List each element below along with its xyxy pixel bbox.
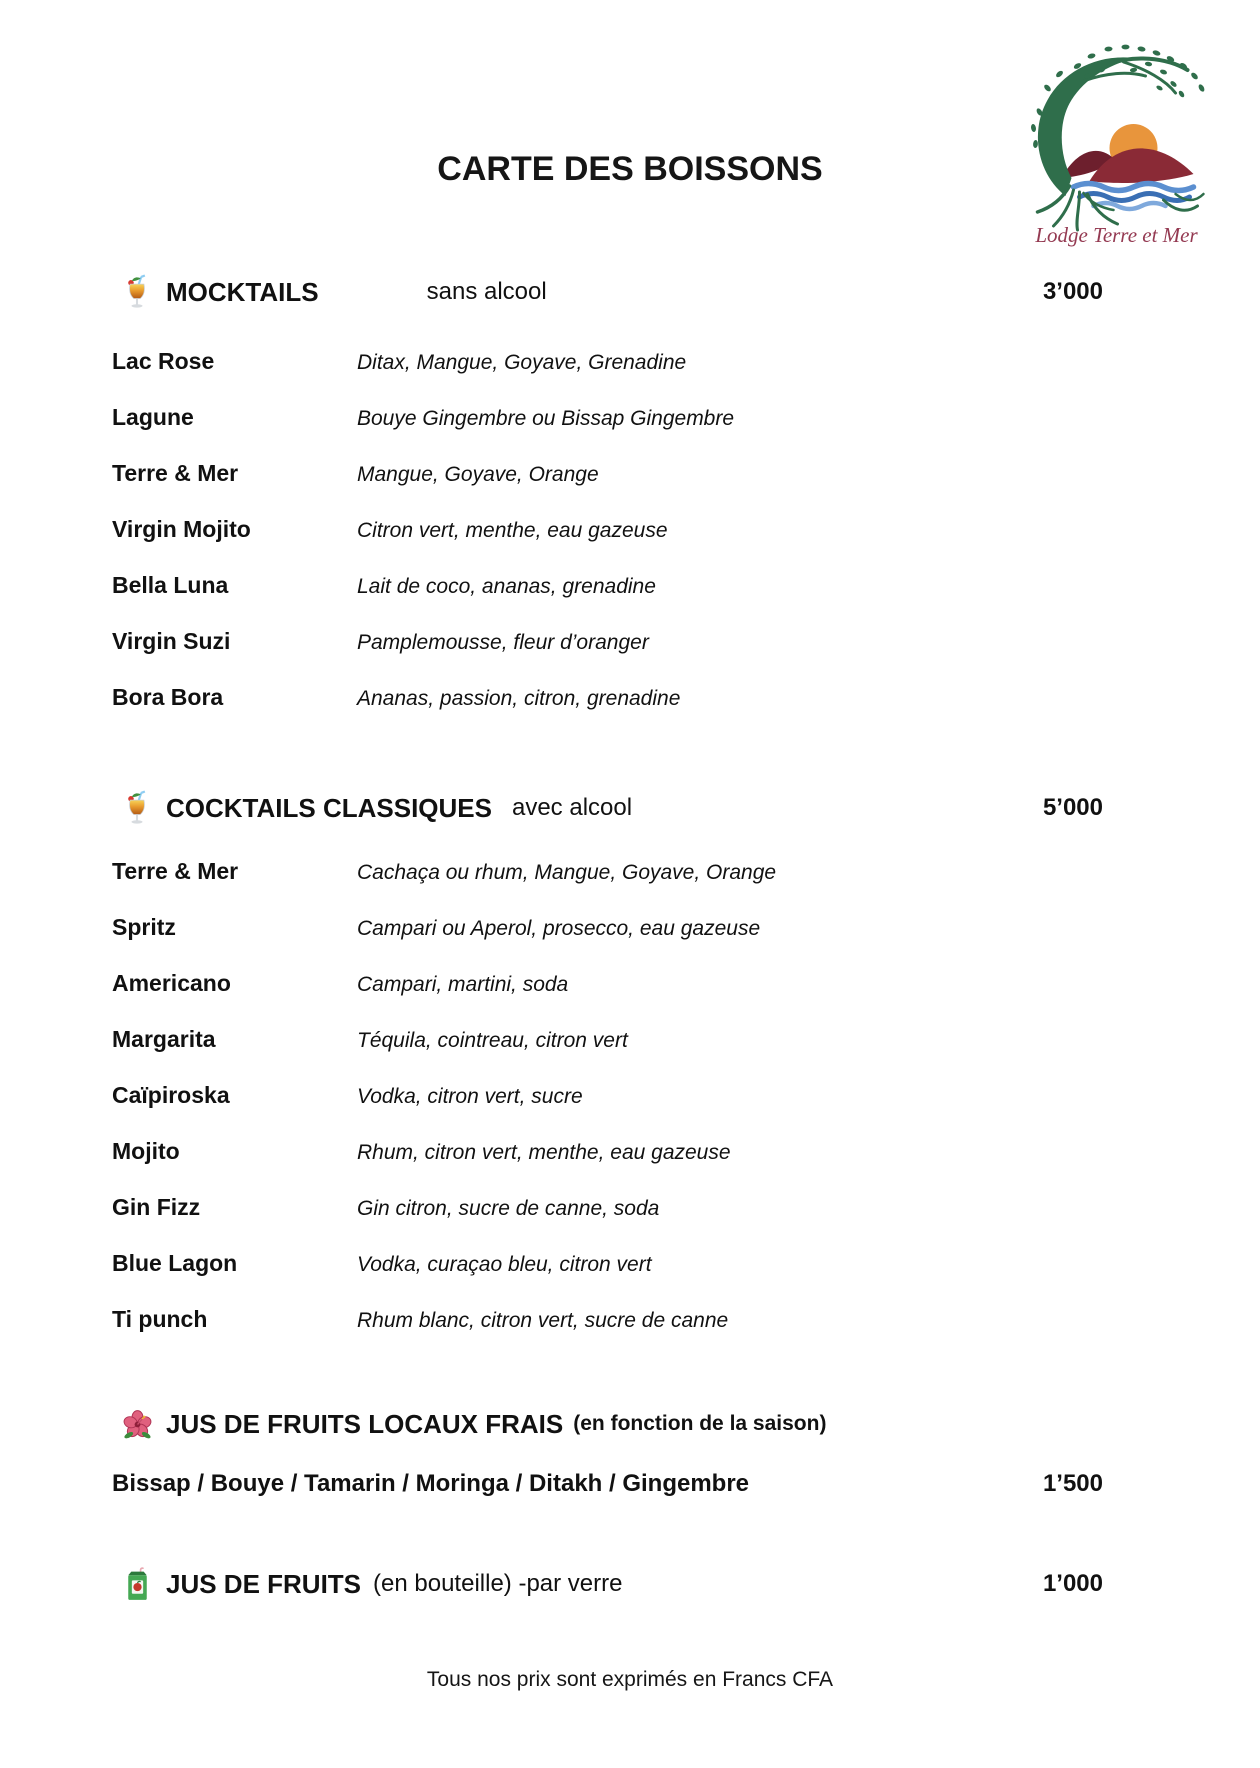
section-items bbox=[112, 858, 1103, 1332]
menu-item-row bbox=[112, 516, 1103, 542]
menu-item-description: Mangue, Goyave, Orange bbox=[357, 463, 599, 486]
menu-item-row bbox=[112, 404, 1103, 430]
section-jus-bouteille bbox=[112, 1564, 1103, 1604]
menu-item-name: Blue Lagon bbox=[112, 1250, 238, 1276]
menu-item-description: Rhum blanc, citron vert, sucre de canne bbox=[357, 1309, 729, 1332]
menu-item-row bbox=[112, 858, 1103, 884]
section-header bbox=[112, 788, 1103, 828]
section-header bbox=[112, 272, 1103, 312]
section-title: JUS DE FRUITS LOCAUX FRAIS bbox=[166, 1408, 564, 1439]
menu-item-row bbox=[112, 1250, 1103, 1276]
section-subtitle: avec alcool bbox=[511, 794, 633, 821]
menu-item-name: Caïpiroska bbox=[112, 1082, 230, 1108]
lodge-terre-et-mer-logo-icon bbox=[1011, 36, 1216, 248]
menu-item-row bbox=[112, 970, 1103, 996]
section-price: 5’000 bbox=[1042, 794, 1103, 821]
menu-item-name: Lac Rose bbox=[112, 348, 215, 374]
section-price: 1’000 bbox=[1042, 1570, 1103, 1597]
menu-item-name: Margarita bbox=[112, 1026, 216, 1052]
menu-item-description: Vodka, curaçao bleu, citron vert bbox=[357, 1253, 652, 1276]
menu-item-description: Cachaça ou rhum, Mangue, Goyave, Orange bbox=[357, 861, 777, 884]
menu-item-name: Mojito bbox=[112, 1138, 180, 1164]
section-items bbox=[112, 348, 1103, 710]
section-subtitle: (en bouteille) -par verre bbox=[373, 1570, 623, 1597]
menu-item-row bbox=[112, 914, 1103, 940]
menu-item-row bbox=[112, 1026, 1103, 1052]
section-title: COCKTAILS CLASSIQUES bbox=[166, 792, 492, 823]
jus-locaux-line bbox=[112, 1470, 1103, 1498]
menu-item-description: Ananas, passion, citron, grenadine bbox=[357, 687, 681, 710]
menu-item-description: Téquila, cointreau, citron vert bbox=[357, 1029, 628, 1052]
menu-item-name: Spritz bbox=[112, 914, 176, 940]
tropical-drink-icon bbox=[120, 790, 154, 827]
menu-item-name: Virgin Mojito bbox=[112, 516, 251, 542]
section-header bbox=[112, 1564, 1103, 1604]
menu-item-name: Bella Luna bbox=[112, 572, 229, 598]
menu-item-description: Gin citron, sucre de canne, soda bbox=[357, 1197, 660, 1220]
menu-item-name: Gin Fizz bbox=[112, 1194, 201, 1220]
menu-item-name: Lagune bbox=[112, 404, 194, 430]
tropical-drink-icon bbox=[120, 274, 154, 311]
menu-item-row bbox=[112, 348, 1103, 374]
menu-item-description: Pamplemousse, fleur d’oranger bbox=[357, 631, 649, 654]
menu-item-description: Rhum, citron vert, menthe, eau gazeuse bbox=[357, 1141, 731, 1164]
section-price: 3’000 bbox=[1042, 278, 1103, 305]
menu-item-row bbox=[112, 628, 1103, 654]
menu-item-row bbox=[112, 684, 1103, 710]
menu-item-row bbox=[112, 460, 1103, 486]
menu-item-row bbox=[112, 1306, 1103, 1332]
section-subtitle: (en fonction de la saison) bbox=[573, 1412, 827, 1435]
page-title: CARTE DES BOISSONS bbox=[437, 150, 823, 188]
menu-item-description: Campari ou Aperol, prosecco, eau gazeuse bbox=[357, 917, 761, 940]
menu-item-description: Ditax, Mangue, Goyave, Grenadine bbox=[357, 351, 687, 374]
menu-item-row bbox=[112, 1082, 1103, 1108]
section-title: MOCKTAILS bbox=[166, 276, 319, 307]
menu-item-name: Americano bbox=[112, 970, 231, 996]
menu-item-name: Terre & Mer bbox=[112, 460, 239, 486]
menu-item-description: Lait de coco, ananas, grenadine bbox=[357, 575, 656, 598]
footer-note: Tous nos prix sont exprimés en Francs CFA bbox=[426, 1668, 834, 1691]
section-title: JUS DE FRUITS bbox=[166, 1568, 362, 1599]
hibiscus-icon bbox=[120, 1408, 154, 1441]
menu-item-name: Ti punch bbox=[112, 1306, 208, 1332]
menu-item-name: Virgin Suzi bbox=[112, 628, 231, 654]
lodge-logo bbox=[1011, 36, 1216, 248]
section-header bbox=[112, 1404, 1103, 1444]
jus-locaux-price: 1’500 bbox=[1042, 1470, 1103, 1497]
menu-item-description: Bouye Gingembre ou Bissap Gingembre bbox=[357, 407, 735, 430]
menu-item-name: Terre & Mer bbox=[112, 858, 239, 884]
section-jus-locaux bbox=[112, 1404, 1103, 1498]
section-subtitle: sans alcool bbox=[426, 278, 547, 305]
jus-locaux-flavors: Bissap / Bouye / Tamarin / Moringa / Ditakh / Gingembre bbox=[112, 1470, 750, 1497]
menu-item-row bbox=[112, 1194, 1103, 1220]
section-mocktails bbox=[112, 272, 1103, 740]
menu-item-name: Bora Bora bbox=[112, 684, 224, 710]
juice-box-icon bbox=[120, 1566, 154, 1603]
menu-item-row bbox=[112, 572, 1103, 598]
menu-item-description: Campari, martini, soda bbox=[357, 973, 569, 996]
menu-item-description: Vodka, citron vert, sucre bbox=[357, 1085, 583, 1108]
menu-item-description: Citron vert, menthe, eau gazeuse bbox=[357, 519, 668, 542]
section-cocktails-classiques bbox=[112, 788, 1103, 1362]
menu-item-row bbox=[112, 1138, 1103, 1164]
logo-text: Lodge Terre et Mer bbox=[1035, 223, 1198, 247]
